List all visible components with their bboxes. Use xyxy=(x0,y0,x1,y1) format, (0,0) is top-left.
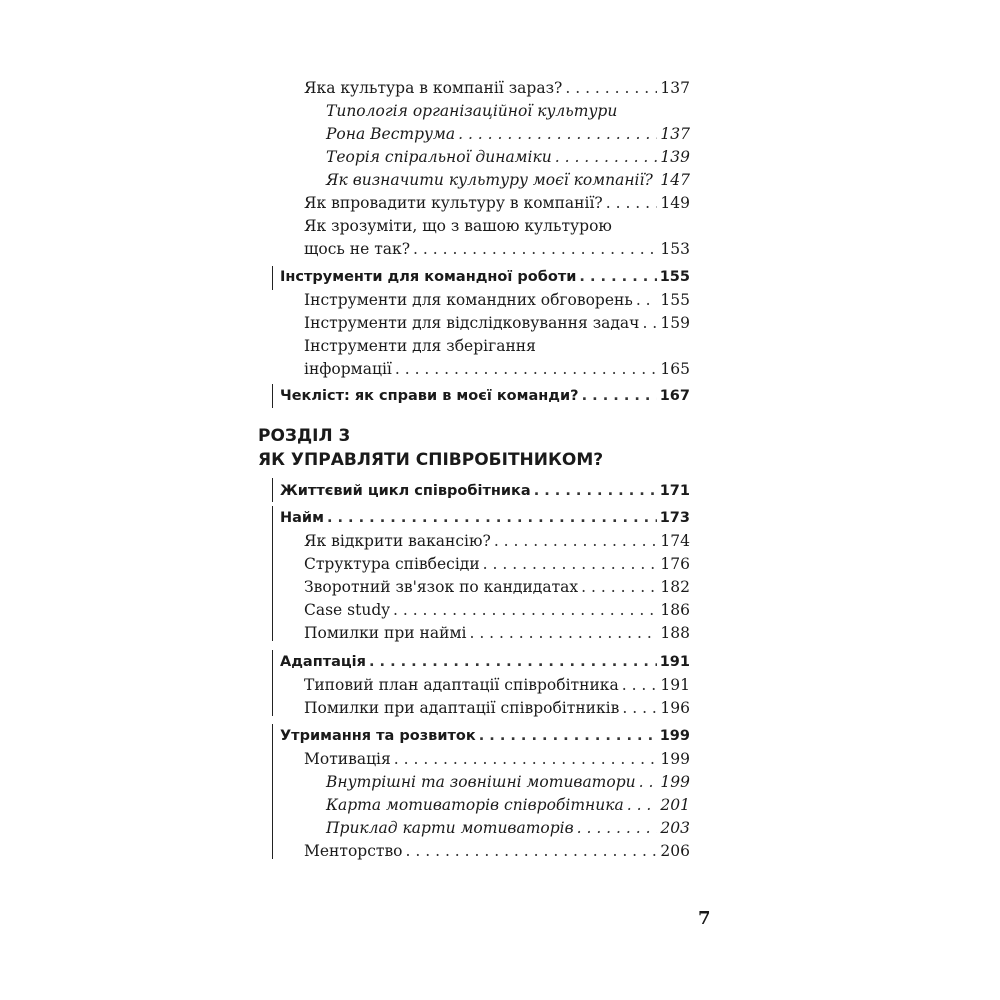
page-number: 7 xyxy=(698,908,711,929)
toc-entry: Приклад карти мотиваторів . . . 203 xyxy=(326,817,690,839)
toc-heading: Життєвий цикл співробітника . . . 171 xyxy=(280,480,690,502)
section-rule xyxy=(272,478,273,502)
section-rule xyxy=(272,650,273,716)
toc-entry: Рона Веструма . . . 137 xyxy=(326,123,690,145)
chapter-title: ЯК УПРАВЛЯТИ СПІВРОБІТНИКОМ? xyxy=(258,450,604,470)
section-rule xyxy=(272,724,273,859)
chapter-label: РОЗДІЛ 3 xyxy=(258,426,351,446)
toc-entry: Як впровадити культуру в компанії? . . . 149 xyxy=(304,192,690,214)
toc-entry: інформації . . . 165 xyxy=(304,358,690,380)
toc-entry: Помилки при адаптації співробітників . . . 196 xyxy=(304,697,690,719)
toc-heading: Утримання та розвиток . . . 199 xyxy=(280,725,690,747)
toc-entry: Як визначити культуру моєї компанії? . . . 147 xyxy=(326,169,690,191)
toc-heading: Інструменти для командної роботи . . . 155 xyxy=(280,266,690,288)
toc-entry: Мотивація . . . 199 xyxy=(304,748,690,770)
toc-entry: Як відкрити вакансію? . . . 174 xyxy=(304,530,690,552)
toc-heading: Найм . . . 173 xyxy=(280,507,690,529)
toc-entry: Зворотний зв'язок по кандидатах . . . 182 xyxy=(304,576,690,598)
toc-entry: Яка культура в компанії зараз? . . . 137 xyxy=(304,77,690,99)
toc-heading: Адаптація . . . 191 xyxy=(280,651,690,673)
toc-entry: Менторство . . . 206 xyxy=(304,840,690,862)
toc-entry-line: Типологія організаційної культури xyxy=(326,102,618,120)
section-rule xyxy=(272,506,273,641)
toc-entry: Типовий план адаптації співробітника . . . 191 xyxy=(304,674,690,696)
toc-heading: Чекліст: як справи в моєї команди? . . . 167 xyxy=(280,385,690,407)
toc-entry-line: Інструменти для зберігання xyxy=(304,337,536,355)
toc-entry: Теорія спіральної динаміки . . . 139 xyxy=(326,146,690,168)
section-rule xyxy=(272,384,273,408)
toc-entry: щось не так? . . . 153 xyxy=(304,238,690,260)
toc-entry: Внутрішні та зовнішні мотиватори . . . 199 xyxy=(326,771,690,793)
toc-entry: Case study . . . 186 xyxy=(304,599,690,621)
toc-entry-line: Як зрозуміти, що з вашою культурою xyxy=(304,217,612,235)
toc-entry: Інструменти для відслідковування задач . . . 159 xyxy=(304,312,690,334)
toc-entry: Помилки при наймі . . . 188 xyxy=(304,622,690,644)
toc-entry: Інструменти для командних обговорень . . . 155 xyxy=(304,289,690,311)
toc-entry: Структура співбесіди . . . 176 xyxy=(304,553,690,575)
toc-entry: Карта мотиваторів співробітника . . . 201 xyxy=(326,794,690,816)
section-rule xyxy=(272,266,273,290)
